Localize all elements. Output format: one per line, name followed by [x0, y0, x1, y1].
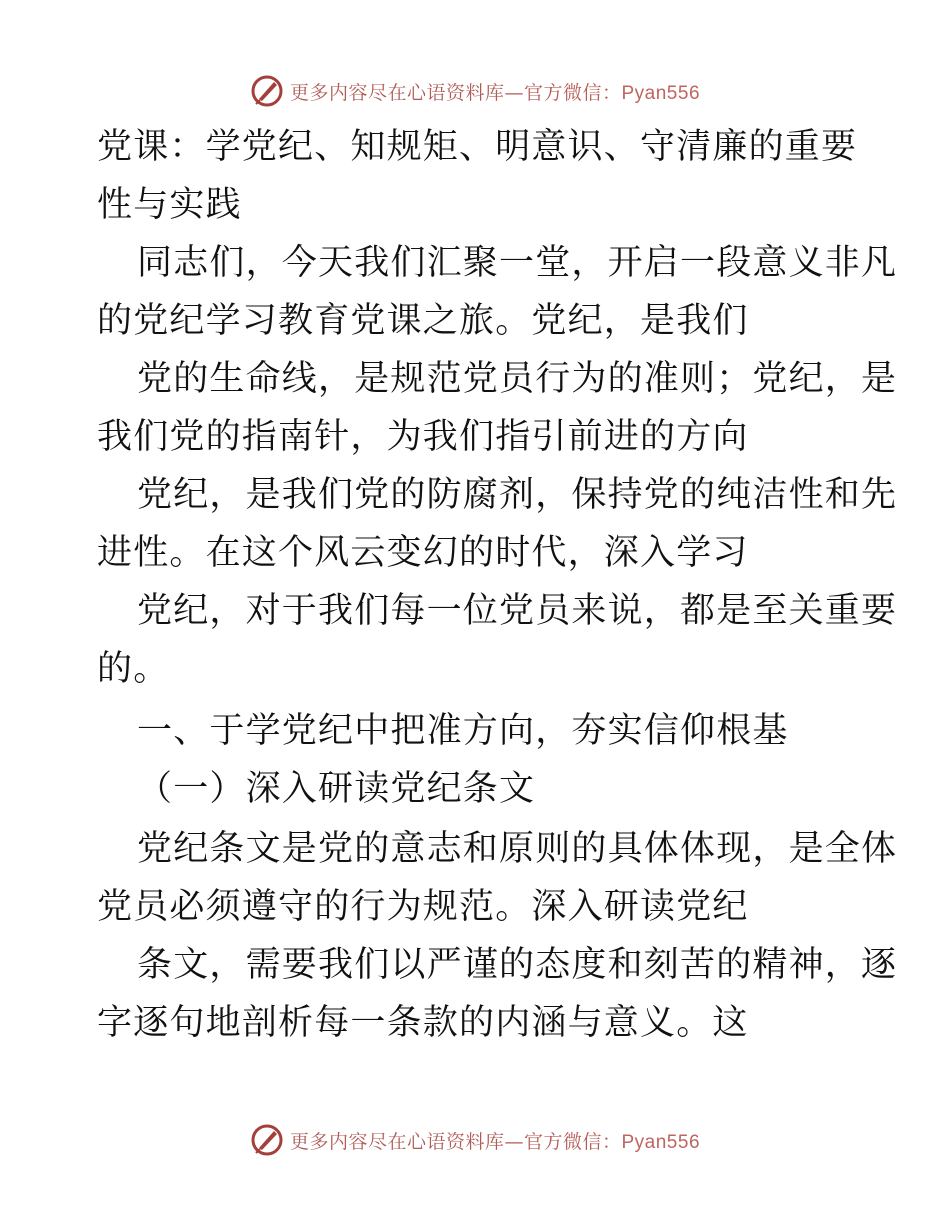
section-heading: 一、于学党纪中把准方向，夯实信仰根基 [137, 711, 789, 751]
quill-logo-icon [250, 1123, 284, 1157]
paragraph-line: 同志们，今天我们汇聚一堂，开启一段意义非凡 [137, 243, 898, 283]
paragraph-line: 的。 [97, 649, 170, 689]
paragraph-line: 字逐句地剖析每一条款的内涵与意义。这 [97, 1003, 749, 1043]
subsection-heading: （一）深入研读党纪条文 [137, 769, 536, 809]
paragraph-line: 党员必须遵守的行为规范。深入研读党纪 [97, 887, 749, 927]
paragraph-line: 党的生命线，是规范党员行为的准则；党纪，是 [137, 359, 898, 399]
paragraph-line: 的党纪学习教育党课之旅。党纪，是我们 [97, 301, 749, 341]
watermark-text: 更多内容尽在心语资料库—官方微信：Pyan556 [289, 81, 701, 104]
paragraph-line: 党纪，对于我们每一位党员来说，都是至关重要 [137, 591, 898, 631]
paragraph-line: 进性。在这个风云变幻的时代，深入学习 [97, 533, 749, 573]
paragraph-line: 党纪，是我们党的防腐剂，保持党的纯洁性和先 [137, 475, 898, 515]
quill-logo-icon [250, 74, 284, 108]
title-line-1: 党课：学党纪、知规矩、明意识、守清廉的重要 [97, 127, 858, 167]
title-line-2: 性与实践 [97, 185, 242, 225]
paragraph-line: 我们党的指南针，为我们指引前进的方向 [97, 417, 749, 457]
paragraph-line: 党纪条文是党的意志和原则的具体体现，是全体 [137, 829, 898, 869]
watermark-text: 更多内容尽在心语资料库—官方微信：Pyan556 [289, 1130, 701, 1153]
watermark-banner-bottom [0, 1120, 950, 1160]
paragraph-line: 条文，需要我们以严谨的态度和刻苦的精神，逐 [137, 945, 898, 985]
watermark-banner-top [0, 71, 950, 111]
